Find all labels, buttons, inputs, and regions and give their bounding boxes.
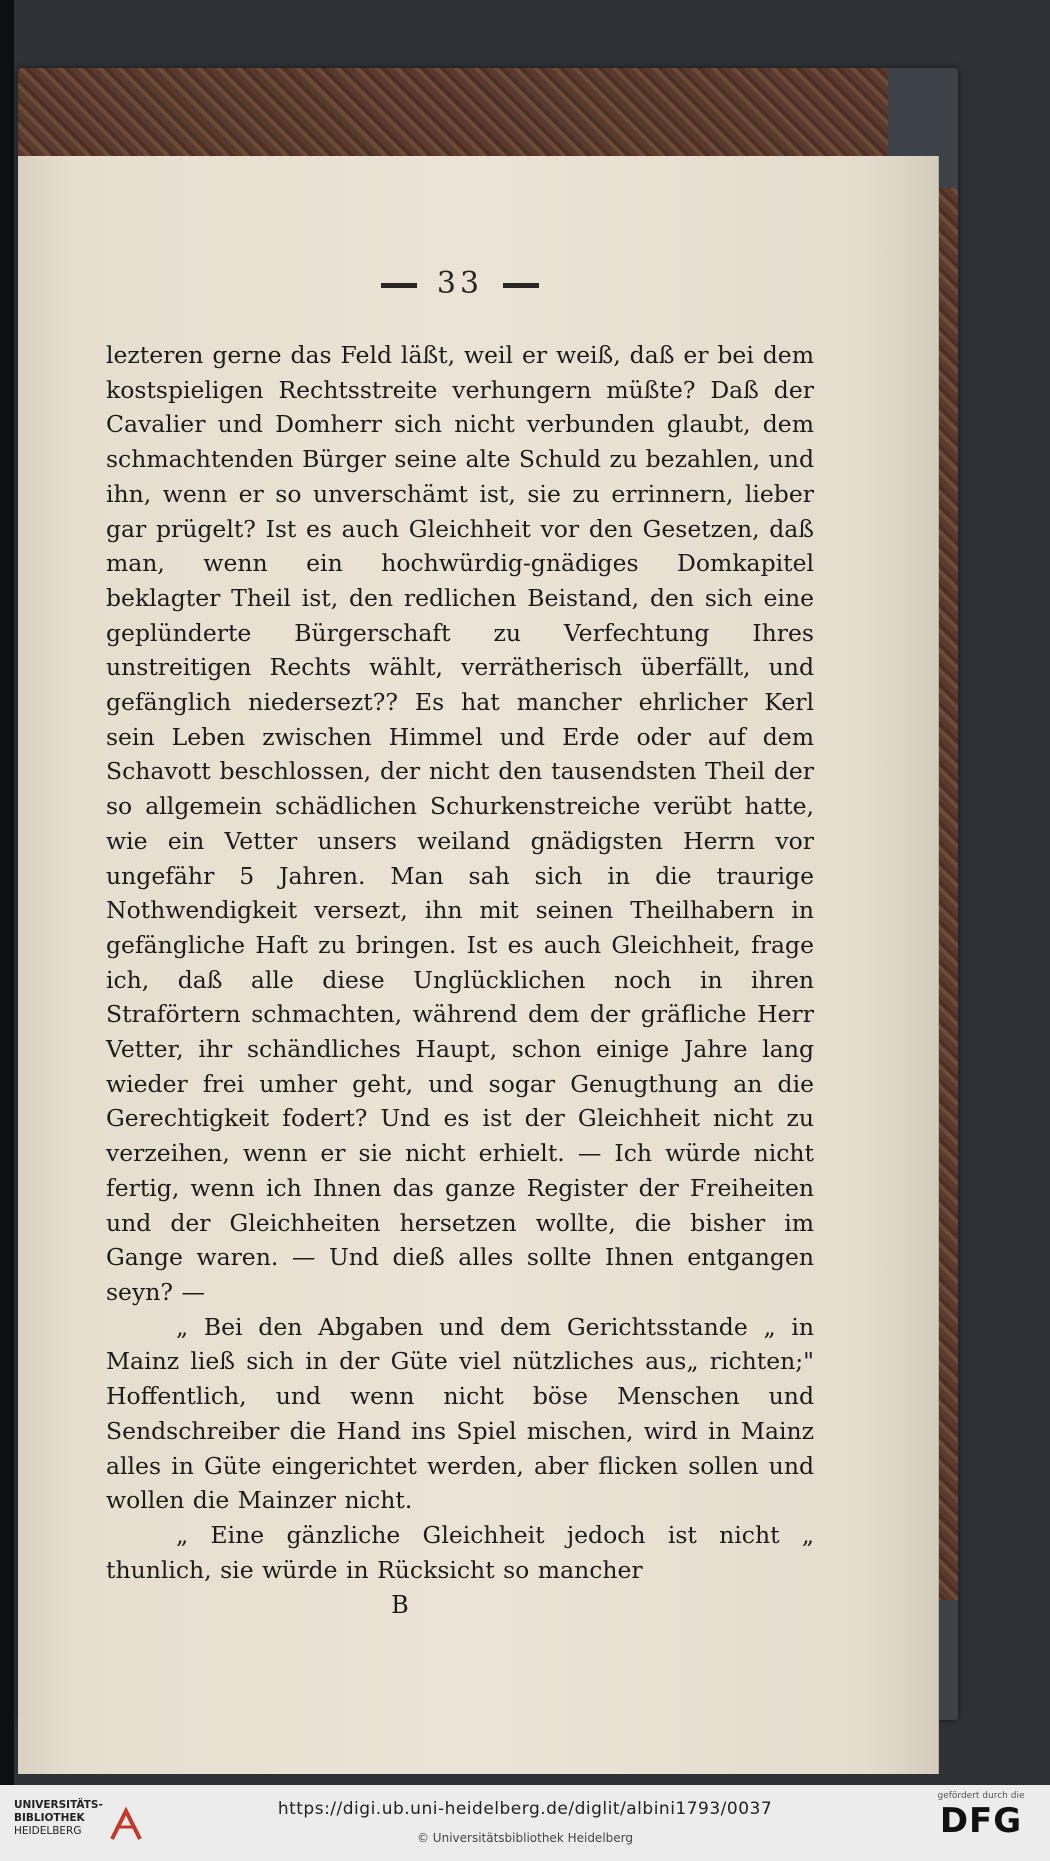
dfg-logo: DFG — [939, 1801, 1023, 1841]
header-dash-right — [503, 283, 539, 288]
printer-signature: B — [391, 1591, 409, 1620]
book-page — [18, 156, 939, 1774]
viewer-edge — [0, 0, 14, 1785]
page-header — [106, 266, 814, 326]
page-body — [106, 338, 814, 1587]
viewer-footer — [0, 1785, 1050, 1861]
paragraph: „ Eine gänzliche Gleichheit jedoch ist nicht „ thunlich, sie würde in Rücksicht so mancher — [106, 1520, 814, 1584]
header-dash-left — [381, 283, 417, 288]
copyright-notice: © Universitätsbibliothek Heidelberg — [416, 1831, 633, 1845]
funded-by-label: gefördert durch die — [937, 1791, 1025, 1801]
document-url-link[interactable]: https://digi.ub.uni-heidelberg.de/diglit/albini1793/0037 — [277, 1799, 773, 1819]
library-line: HEIDELBERG — [14, 1825, 82, 1837]
library-line: UNIVERSITÄTS- — [14, 1799, 103, 1811]
paragraph: „ Bei den Abgaben und dem Gerichtsstande „ in Mainz ließ sich in der Güte viel nützliches aus„ richten;" Hoffentlich, und wenn nicht böse Menschen und Sendschreiber die Hand ins Spiel mischen, wird in Mainz alles in Güte eingerichtet werden, aber flicken sollen und wollen die Mainzer nicht. — [106, 1312, 814, 1515]
library-line: BIBLIOTHEK — [14, 1812, 85, 1824]
paragraph: lezteren gerne das Feld läßt, weil er weiß, daß er bei dem kostspieligen Rechtsstreite verhungern müßte? Daß der Cavalier und Domherr sich nicht verbunden glaubt, dem schmachtenden Bürger seine alte Schuld zu bezahlen, und ihn, wenn er so unverschämt ist, sie zu errinnern, lieber gar prügelt? Ist es auch Gleichheit vor den Gesetzen, daß man, wenn ein hochwürdig-gnädiges Domkapitel beklagter Theil ist, den redlichen Beistand, den sich eine geplünderte Bürgerschaft zu Verfechtung Ihres unstreitigen Rechts wählt, verrätherisch überfällt, und gefänglich niedersezt?? Es hat mancher ehrlicher Kerl sein Leben zwischen Himmel und Erde oder auf dem Schavott beschlossen, der nicht den tausendsten Theil der so allgemein schädlichen Schurkenstreiche verübt hatte, wie ein Vetter unsers weiland gnädigsten Herrn vor ungefähr 5 Jahren. Man sah sich in die traurige Nothwendigkeit versezt, ihn mit seinen Theilhabern in gefängliche Haft zu bringen. Ist es auch Gleichheit, frage ich, daß alle diese Unglücklichen noch in ihren Straförtern schmachten, während dem der gräfliche Herr Vetter, ihr schändliches Haupt, schon einige Jahre lang wieder frei umher geht, und sogar Genugthung an die Gerechtigkeit fodert? Und es ist der Gleichheit nicht zu verzeihen, wenn er sie nicht erhielt. — Ich würde nicht fertig, wenn ich Ihnen das ganze Register der Freiheiten und der Gleichheiten hersetzen wollte, die bisher im Gange waren. — Und dieß alles sollte Ihnen entgangen seyn? — — [106, 341, 814, 1306]
page-number: 33 — [436, 266, 484, 301]
page-content — [106, 266, 814, 1619]
funder-logo[interactable] — [926, 1791, 1036, 1841]
book-cover — [18, 68, 958, 1720]
